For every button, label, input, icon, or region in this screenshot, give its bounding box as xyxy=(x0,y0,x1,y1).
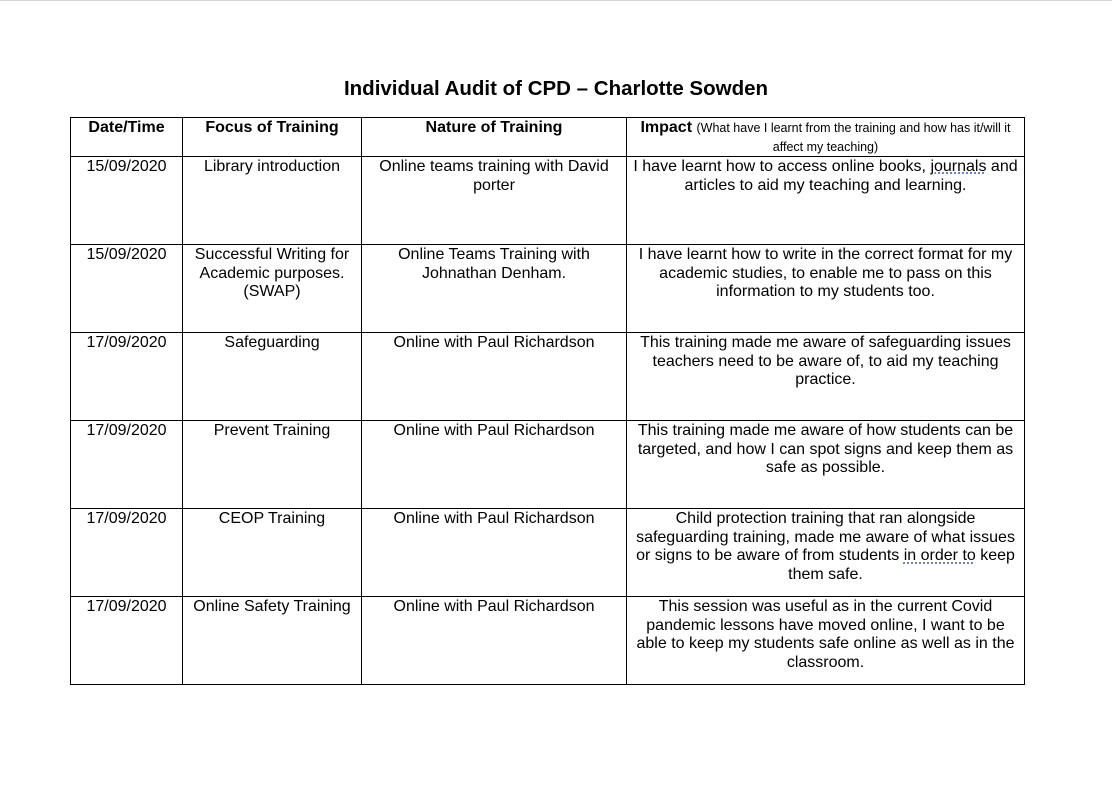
spellcheck-flag[interactable]: in order to xyxy=(903,547,976,565)
header-date-time: Date/Time xyxy=(71,118,183,157)
cell-nature: Online with Paul Richardson xyxy=(362,597,627,685)
table-row xyxy=(71,333,1025,421)
cell-date: 17/09/2020 xyxy=(71,509,183,597)
table-row xyxy=(71,509,1025,597)
cell-date: 15/09/2020 xyxy=(71,245,183,333)
cell-impact: This training made me aware of safeguarding issues teachers need to be aware of, to aid my teaching practice. xyxy=(627,333,1025,421)
cell-focus: CEOP Training xyxy=(183,509,362,597)
cell-nature: Online Teams Training with Johnathan Denham. xyxy=(362,245,627,333)
table-header-row xyxy=(71,118,1025,157)
header-nature-of-training: Nature of Training xyxy=(362,118,627,157)
cell-date: 17/09/2020 xyxy=(71,333,183,421)
document-title: Individual Audit of CPD – Charlotte Sowden xyxy=(343,77,769,100)
impact-text-end: and articles to aid my teaching and learning. xyxy=(684,158,1018,194)
cell-focus: Successful Writing for Academic purposes. (SWAP) xyxy=(183,245,362,333)
header-impact-note: (What have I learnt from the training and how has it/will it affect my teaching) xyxy=(696,121,1011,154)
header-impact-label: Impact xyxy=(640,119,693,136)
cell-focus: Online Safety Training xyxy=(183,597,362,685)
cell-focus: Safeguarding xyxy=(183,333,362,421)
cell-impact: This session was useful as in the current Covid pandemic lessons have moved online, I want to be able to keep my students safe online as well as in the classroom. xyxy=(627,597,1025,685)
header-impact xyxy=(627,118,1025,157)
cell-focus: Prevent Training xyxy=(183,421,362,509)
cell-date: 15/09/2020 xyxy=(71,157,183,245)
impact-text-end: keep them safe. xyxy=(788,547,1015,583)
cell-date: 17/09/2020 xyxy=(71,597,183,685)
cell-nature: Online teams training with David porter xyxy=(362,157,627,245)
cell-impact: I have learnt how to write in the correct format for my academic studies, to enable me to pass on this information to my students too. xyxy=(627,245,1025,333)
cell-focus: Library introduction xyxy=(183,157,362,245)
table-row xyxy=(71,157,1025,245)
table-row xyxy=(71,245,1025,333)
header-focus-of-training: Focus of Training xyxy=(183,118,362,157)
spellcheck-flag[interactable]: journals xyxy=(930,158,987,176)
cell-date: 17/09/2020 xyxy=(71,421,183,509)
page-top-border xyxy=(0,0,1112,1)
impact-text-start: Child protection training that ran alongside safeguarding training, made me aware of what issues or signs to be aware of from students xyxy=(636,510,1015,565)
cell-nature: Online with Paul Richardson xyxy=(362,421,627,509)
cpd-audit-table xyxy=(70,117,1025,685)
cell-nature: Online with Paul Richardson xyxy=(362,509,627,597)
cell-impact xyxy=(627,157,1025,245)
table-row xyxy=(71,421,1025,509)
table-row xyxy=(71,597,1025,685)
cell-impact xyxy=(627,509,1025,597)
cell-impact: This training made me aware of how students can be targeted, and how I can spot signs and keep them as safe as possible. xyxy=(627,421,1025,509)
impact-text-start: I have learnt how to access online books, xyxy=(633,158,931,176)
cell-nature: Online with Paul Richardson xyxy=(362,333,627,421)
